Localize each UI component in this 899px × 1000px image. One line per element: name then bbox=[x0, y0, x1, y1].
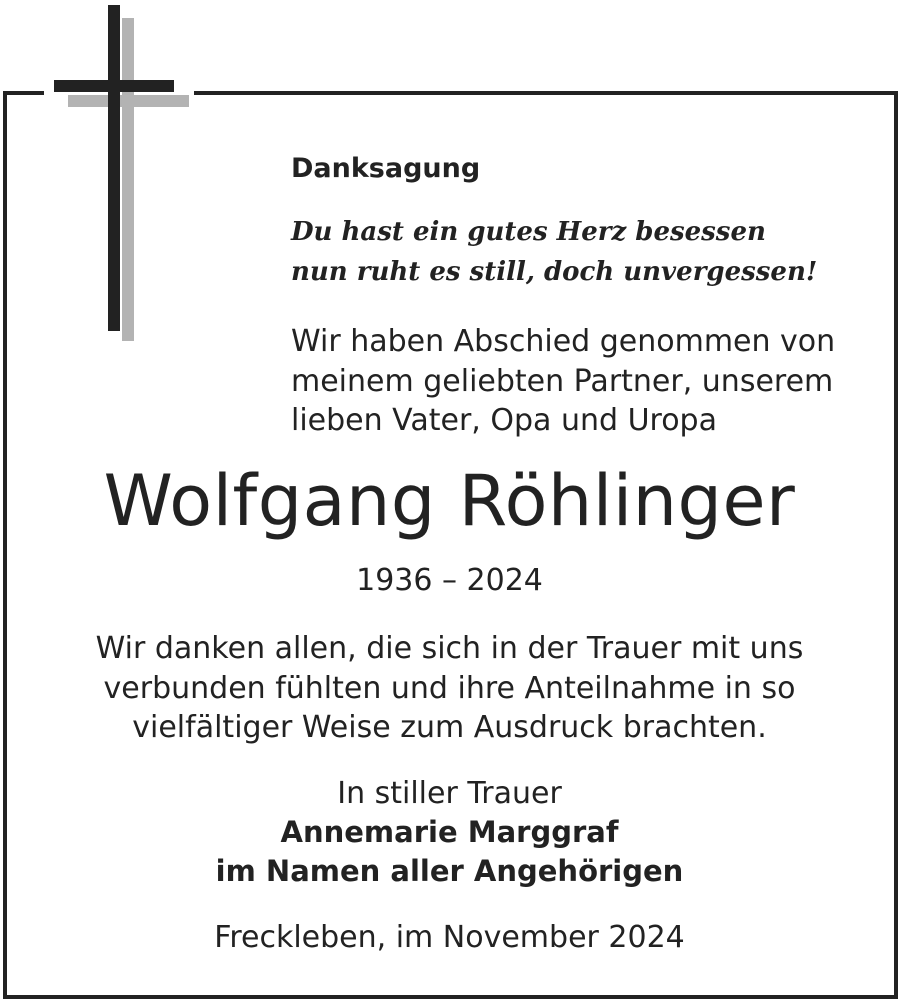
thanks-line: Wir danken allen, die sich in der Trauer mit uns bbox=[95, 631, 804, 666]
intro-line: meinem geliebten Partner, unserem bbox=[291, 364, 834, 399]
intro-line: Wir haben Abschied genommen von bbox=[291, 324, 836, 359]
cross-icon bbox=[0, 0, 200, 345]
place-date: Freckleben, im November 2024 bbox=[214, 920, 685, 955]
intro-line: lieben Vater, Opa und Uropa bbox=[291, 403, 717, 438]
verse-line: nun ruht es still, doch unvergessen! bbox=[291, 257, 818, 287]
notice-heading: Danksagung bbox=[291, 153, 481, 184]
mourning-phrase: In stiller Trauer bbox=[337, 776, 562, 811]
signer-name: Annemarie Marggraf bbox=[280, 815, 619, 849]
verse-line: Du hast ein gutes Herz besessen bbox=[291, 217, 766, 247]
thanks-line: verbunden fühlten und ihre Anteilnahme in so bbox=[103, 671, 796, 706]
signer-note: im Namen aller Angehörigen bbox=[215, 854, 684, 888]
deceased-name: Wolfgang Röhlinger bbox=[103, 460, 796, 542]
life-years: 1936 – 2024 bbox=[356, 563, 543, 598]
thanks-line: vielfältiger Weise zum Ausdruck brachten. bbox=[132, 710, 767, 745]
